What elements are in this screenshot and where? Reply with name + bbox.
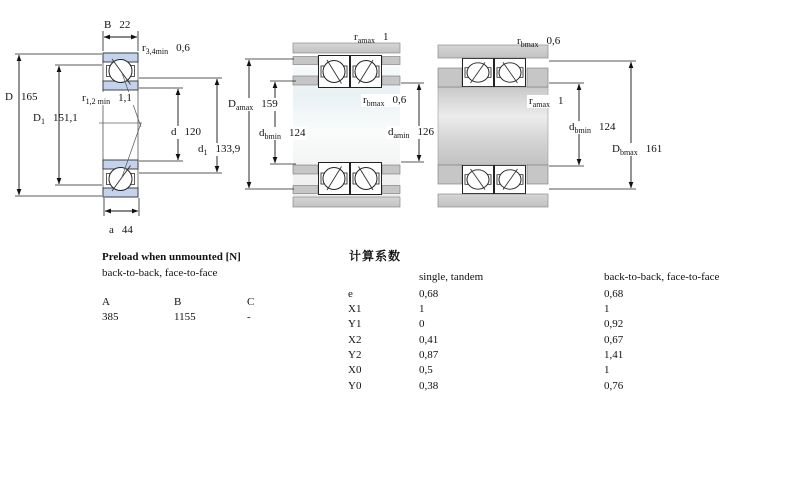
dim-label-Damax: $D_{amax}$ 159 (228, 98, 278, 112)
preload-table-subtitle: back-to-back, face-to-face (102, 267, 218, 279)
dim-label-ramax-right: $r_{amax}$ 1 (529, 95, 564, 109)
preload-col-B: B (174, 296, 182, 308)
dim-label-damin: $d_{amin}$ 126 (388, 126, 434, 140)
dim-label-ramax-top: $r_{amax}$ 1 (354, 31, 389, 45)
dim-label-r12min: $r_{1,2 min}$ 1,1 (82, 92, 132, 106)
factors-col1-header: single, tandem (419, 271, 484, 283)
factors-table-title: 计算系数 (349, 249, 402, 263)
dim-label-B: B 22 (104, 19, 131, 31)
dim-label-dbmin-right: $d_{bmin}$ 124 (569, 121, 616, 135)
factor-value-paired: 1 (604, 364, 610, 376)
factor-value-paired: 1,41 (604, 349, 624, 361)
factor-value-single: 0,87 (419, 349, 439, 361)
factor-value-single: 0,68 (419, 288, 439, 300)
preload-col-A: A (102, 296, 110, 308)
factor-row-label: Y0 (348, 380, 362, 392)
left-bearing-cross-section (99, 53, 142, 197)
factor-row-label: X1 (348, 303, 362, 315)
factor-row-label: Y1 (348, 318, 362, 330)
factor-value-paired: 0,76 (604, 380, 624, 392)
factor-value-single: 0,41 (419, 334, 439, 346)
preload-value-A: 385 (102, 311, 119, 323)
factor-value-paired: 0,67 (604, 334, 624, 346)
factor-value-single: 0 (419, 318, 425, 330)
preload-value-B: 1155 (174, 311, 196, 323)
dim-label-dbmin-mid: $d_{bmin}$ 124 (259, 127, 306, 141)
dim-label-Dbmax: $D_{bmax}$ 161 (612, 143, 663, 157)
factor-value-single: 0,5 (419, 364, 433, 376)
dim-label-D1: $D_1$ 151,1 (33, 112, 78, 126)
dim-label-d: d 120 (171, 126, 201, 138)
preload-col-C: C (247, 296, 255, 308)
factor-row-label: e (348, 288, 353, 300)
dim-label-d1: $d_1$ 133,9 (198, 143, 241, 157)
factor-value-paired: 0,68 (604, 288, 624, 300)
factor-value-paired: 1 (604, 303, 610, 315)
factors-col2-header: back-to-back, face-to-face (604, 271, 720, 283)
middle-arrangement-diagram (293, 43, 400, 207)
preload-table (102, 251, 322, 331)
factor-value-single: 0,38 (419, 380, 439, 392)
dim-label-rbmax-mid: $r_{bmax}$ 0,6 (363, 94, 407, 108)
factor-row-label: X0 (348, 364, 362, 376)
dim-label-rbmax-right-top: $r_{bmax}$ 0,6 (517, 35, 561, 49)
calculation-factors-table (348, 250, 768, 400)
right-arrangement-diagram (438, 45, 548, 207)
factor-value-paired: 0,92 (604, 318, 624, 330)
dim-label-a: a 44 (109, 224, 133, 236)
preload-table-title: Preload when unmounted [N] (102, 251, 241, 263)
preload-value-C: - (247, 311, 251, 323)
factor-row-label: X2 (348, 334, 362, 346)
factor-value-single: 1 (419, 303, 425, 315)
dim-label-r34min: $r_{3,4min}$ 0,6 (142, 42, 190, 56)
dim-label-D: D 165 (5, 91, 38, 103)
factor-row-label: Y2 (348, 349, 362, 361)
